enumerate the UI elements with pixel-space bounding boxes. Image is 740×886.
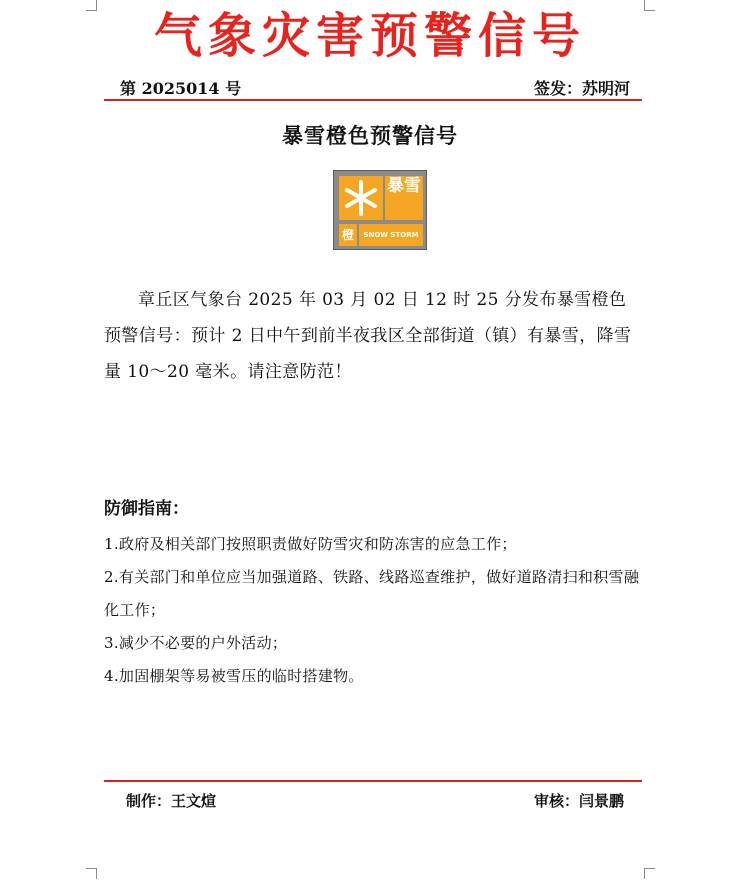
- warning-english-label: SNOW STORM: [359, 224, 423, 246]
- header-divider: [104, 99, 642, 101]
- page-corner-mark: [86, 868, 97, 879]
- reviewed-by: 审核：闫景鹏: [533, 792, 624, 810]
- footer-row: [104, 790, 634, 812]
- snowstorm-orange-warning-icon: [333, 170, 427, 250]
- issue-number: 第 2025014 号: [120, 79, 242, 98]
- signal-title: 暴雪橙色预警信号: [282, 123, 458, 148]
- guide-heading: 防御指南：: [104, 499, 189, 519]
- produced-by: 制作：王文煊: [126, 792, 217, 810]
- snowflake-icon: [339, 176, 383, 220]
- document-title: 气象灾害预警信号: [153, 8, 586, 64]
- guide-item: 3.减少不必要的户外活动；: [104, 634, 288, 652]
- footer-divider: [104, 780, 642, 782]
- guide-item: 4.加固棚架等易被雪压的临时搭建物。: [104, 667, 364, 685]
- guide-list: [104, 528, 644, 693]
- guide-item: 1.政府及相关部门按照职责做好防雪灾和防冻害的应急工作；: [104, 535, 517, 553]
- header-meta-row: [104, 76, 642, 98]
- page-corner-mark: [644, 868, 655, 879]
- guide-item: 2.有关部门和单位应当加强道路、铁路、线路巡查维护，做好道路清扫和积雪融化工作；: [104, 568, 640, 619]
- warning-level: 橙: [339, 224, 357, 246]
- warning-body-text: 章丘区气象台 2025 年 03 月 02 日 12 时 25 分发布暴雪橙色预警信号：预计 2 日中午到前半夜我区全部街道（镇）有暴雪，降雪量 10～20 毫米。请注意防范！: [104, 290, 632, 382]
- warning-glyph: 暴雪: [385, 176, 423, 220]
- signed-by: 签发：苏明河: [533, 79, 630, 98]
